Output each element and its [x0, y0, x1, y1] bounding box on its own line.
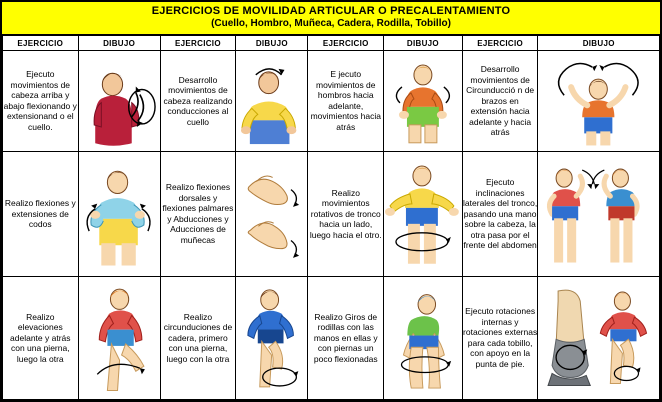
table-row [3, 276, 660, 399]
page-title: EJERCICIOS DE MOVILIDAD ARTICULAR O PRECALENTAMIENTO [151, 5, 511, 17]
column-header-dibujo-4: DIBUJO [538, 36, 660, 51]
exercise-text: Desarrollo movimientos de Circunducció n de brazos en extensión hacia adelante y hacia atrás [462, 51, 538, 152]
table-row [3, 151, 660, 276]
exercise-text: Realizo flexiones dorsales y flexiones palmares y Abducciones y Aducciones de muñecas [160, 151, 236, 276]
figure-neck-flexion [78, 51, 160, 152]
exercise-text: Ejecuto rotaciones internas y rotaciones externas para cada tobillo, con apoyo en la punta de pie. [462, 276, 538, 399]
figure-elbow-flexion [78, 151, 160, 276]
figure-hip-circumduction [236, 276, 308, 399]
exercise-text: E jecuto movimientos de hombros hacia adelante, movimientos hacia atrás [308, 51, 384, 152]
figure-wrist-hands [236, 151, 308, 276]
table-row [3, 51, 660, 152]
table-header-row [3, 36, 660, 51]
figure-trunk-rotation [384, 151, 463, 276]
column-header-ejercicio-4: EJERCICIO [462, 36, 538, 51]
column-header-dibujo-3: DIBUJO [384, 36, 463, 51]
figure-arm-circumduction [538, 51, 660, 152]
exercise-text: Realizo circunduciones de cadera, primero con una pierna, luego con la otra [160, 276, 236, 399]
figure-ankle-rotation [538, 276, 660, 399]
exercise-text: Realizo movimientos rotativos de tronco hacia un lado, luego hacia el otro. [308, 151, 384, 276]
document-title-bar [2, 2, 660, 35]
exercise-text: Ejecuto movimientos de cabeza arriba y abajo flexionando y extensionand o el cuello. [3, 51, 79, 152]
column-header-ejercicio-1: EJERCICIO [3, 36, 79, 51]
figure-leg-raises [78, 276, 160, 399]
column-header-ejercicio-3: EJERCICIO [308, 36, 384, 51]
page-subtitle: (Cuello, Hombro, Muñeca, Cadera, Rodilla, Tobillo) [211, 18, 451, 29]
column-header-ejercicio-2: EJERCICIO [160, 36, 236, 51]
figure-neck-circles [236, 51, 308, 152]
exercise-text: Realizo flexiones y extensiones de codos [3, 151, 79, 276]
exercise-text: Realizo Giros de rodillas con las manos en ellas y con piernas un poco flexionadas [308, 276, 384, 399]
figure-shoulder-rolls [384, 51, 463, 152]
column-header-dibujo-2: DIBUJO [236, 36, 308, 51]
column-header-dibujo-1: DIBUJO [78, 36, 160, 51]
exercise-text: Desarrollo movimientos de cabeza realizando conducciones al cuello [160, 51, 236, 152]
figure-knee-circles [384, 276, 463, 399]
exercise-text: Realizo elevaciones adelante y atrás con una pierna, luego la otra [3, 276, 79, 399]
figure-lateral-bends [538, 151, 660, 276]
exercise-text: Ejecuto inclinaciones laterales del tronco, pasando una mano sobre la cabeza, la otra pasa por el frente del abdomen [462, 151, 538, 276]
exercise-table [2, 35, 660, 400]
